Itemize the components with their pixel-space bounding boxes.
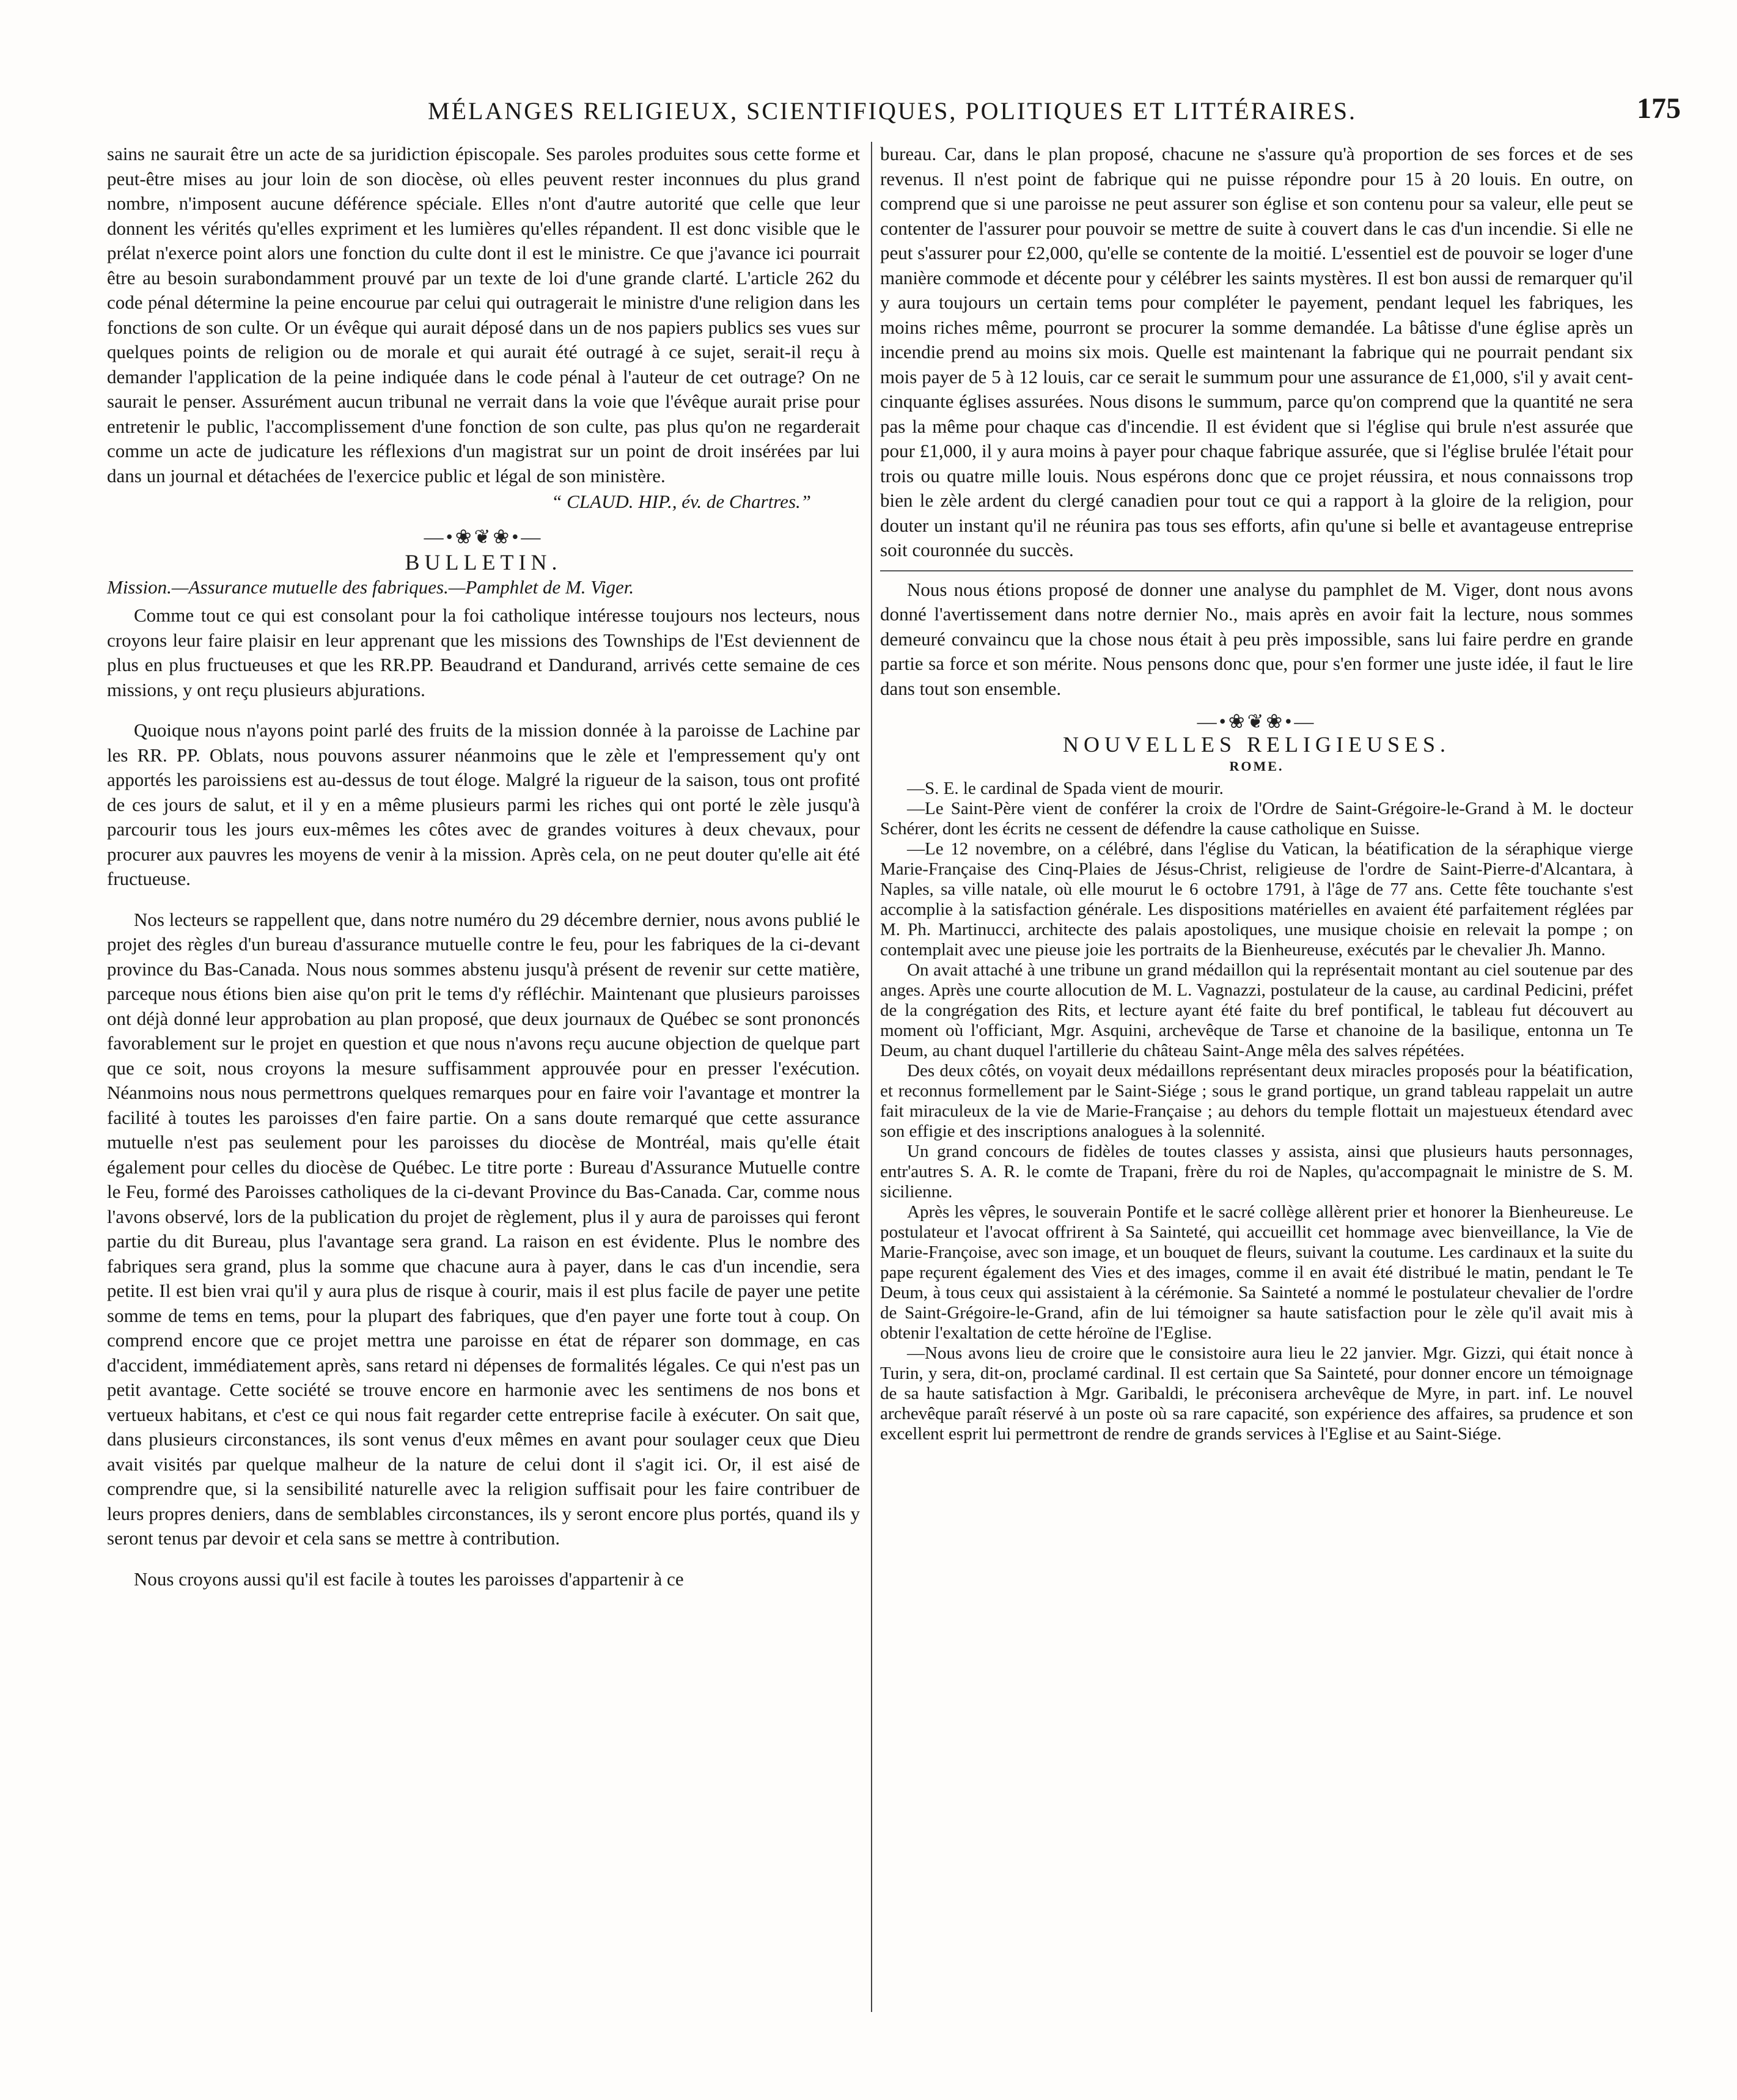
news-list [880,779,1633,1444]
news-item: Des deux côtés, on voyait deux médaillons représentant deux miracles proposés pour la béatification, et reconnus formellement par le Saint-Siége ; sous le grand portique, un grand tableau rappelait un autre fait miraculeux de la vie de Marie-Française ; au dehors du temple flottait un majestueux étendard avec son effigie et des inscriptions analogues à la solennité. [880,1060,1633,1141]
paragraph: Quoique nous n'ayons point parlé des fruits de la mission donnée à la paroisse de Lachine par les RR. PP. Oblats, nous pouvons assurer néanmoins que le zèle et l'empressement qu'y ont apportés les paroissiens est au-dessus de tout éloge. Malgré la rigueur de la saison, tous ont profité de ces jours de salut, et il y en a même plusieurs parmi les riches qui ont porté le zèle jusqu'à parcourir tous les jours eux-mêmes les côtes avec de grandes voitures à deux chevaux, pour procurer aux pauvres les moyens de venir à la mission. Après cela, on ne peut douter qu'elle ait été fructueuse. [107,719,860,889]
section-title: BULLETIN. [405,550,562,575]
ornament-divider: —•❀❦❀•— [424,525,543,548]
page-header [104,92,1681,134]
paragraph: Nous croyons aussi qu'il est facile à toutes les paroisses d'appartenir à ce [134,1568,684,1590]
section-subtitle: Mission.—Assurance mutuelle des fabriques.—Pamphlet de M. Viger. [107,576,634,598]
news-item: Un grand concours de fidèles de toutes classes y assista, ainsi que plusieurs hauts personnages, entr'autres S. A. R. le comte de Trapani, frère du roi de Naples, qu'accompagnait le ministre de S. M. sicilienne. [880,1141,1633,1202]
section-title: NOUVELLES RELIGIEUSES. [1063,732,1450,757]
paragraph: Comme tout ce qui est consolant pour la foi catholique intéresse toujours nos lecteurs, nous croyons leur faire plaisir en leur apprenant que les missions des Townships de l'Est deviennent de plus en plus fructueuses et que les RR.PP. Beaudrand et Dandurand, arrivés cette semaine de ces missions, y ont reçu plusieurs abjurations. [107,604,860,700]
paragraph: sains ne saurait être un acte de sa juridiction épiscopale. Ses paroles produites sous cette forme et peut-être mises au jour loin de son diocèse, où elles peuvent rester inconnues du plus grand nombre, n'imposent aucune déférence spéciale. Elles n'ont d'autre autorité que celle que leur donnent les vérités qu'elles expriment et les lumières qu'elles répandent. Il est donc visible que le prélat n'exerce point alors une fonction du culte dont il est le ministre. Ce que j'avance ici pourrait être au besoin surabondamment prouvé par un texte de loi d'une grande clarté. L'article 262 du code pénal détermine la peine encourue par celui qui outragerait le ministre d'une religion dans les fonctions de son culte. Or un évêque qui aurait déposé dans un de nos papiers publics ses vues sur quelques points de religion ou de morale et qui aurait été outragé à ce sujet, serait-il reçu à demander l'application de la peine indiquée dans le code pénal à l'auteur de cet outrage? On ne saurait le penser. Assurément aucun tribunal ne verrait dans la voie que l'évêque aurait prise pour entretenir le public, l'accomplissement d'une fonction de son culte, pas plus qu'on ne regarderait comme un acte de judicature les réflexions d'un magistrat sur un point de droit insérées par lui dans un journal et détachées de l'exercice public et légal de son ministère. [107,143,860,486]
ornament-divider: —•❀❦❀•— [1197,710,1317,732]
section-subtitle: ROME. [1229,758,1284,774]
rule [880,570,1633,571]
news-item: —Nous avons lieu de croire que le consistoire aura lieu le 22 janvier. Mgr. Gizzi, qui était nonce à Turin, y sera, dit-on, proclamé cardinal. Il est certain que Sa Sainteté, pour donner encore un témoignage de sa haute satisfaction à Mgr. Garibaldi, le préconisera archevêque de Myre, in part. inf. Le nouvel archevêque paraît réservé à un poste où sa rare capacité, son expérience des affaires, sa prudence et son excellent esprit lui permettront de rendre de grands services à l'Eglise et au Saint-Siége. [880,1343,1633,1444]
news-item: On avait attaché à une tribune un grand médaillon qui la représentait montant au ciel soutenue par des anges. Après une courte allocution de M. L. Vagnazzi, postulateur de la cause, au cardinal Pedicini, préfet de la congrégation des Rits, et lecture ayant été faite du bref pontifical, le tableau fut découvert au moment où l'officiant, Mgr. Asquini, archevêque de Tarse et chanoine de la basilique, entonna un Te Deum, au chant duquel l'artillerie du château Saint-Ange mêla des salves répétées. [880,960,1633,1060]
paragraph: Nous nous étions proposé de donner une analyse du pamphlet de M. Viger, dont nous avons donné l'avertissement dans notre dernier No., mais après en avoir fait la lecture, nous sommes demeuré convaincu que la chose nous était à peu près impossible, sans lui faire perdre en grande partie sa force et son mérite. Nous pensons donc que, pour s'en former une juste idée, il faut le lire dans tout son ensemble. [880,578,1633,699]
news-item: —S. E. le cardinal de Spada vient de mourir. [907,778,1224,798]
paragraph: bureau. Car, dans le plan proposé, chacune ne s'assure qu'à proportion de ses forces et de ses revenus. Il n'est point de fabrique qui ne puisse répondre pour 15 à 20 louis. En outre, on comprend que si une paroisse ne peut assurer son église et son contenu pour sa valeur, elle peut se contenter de l'assurer pour pouvoir se mettre de suite à couvert dans le cas d'un incendie. Si elle ne peut s'assurer pour £2,000, qu'elle se contente de la moitié. L'essentiel est de pouvoir se loger d'une manière commode et décente pour y célébrer les saints mystères. Il est bon aussi de remarquer qu'il y aura toujours un certain tems pour compléter le payement, pendant lequel les fabriques, les moins riches même, pourront se procurer la somme demandée. La bâtisse d'une église après un incendie prend au moins six mois. Quelle est maintenant la fabrique qui ne pourrait pendant six mois payer de 5 à 12 louis, car ce serait le summum pour une assurance de £1,000, s'il y avait cent-cinquante églises assurées. Nous disons le summum, parce qu'on comprend que la quantité ne sera pas la même pour chaque cas d'incendie. Il est évident que si l'église qui brule n'est assurée que pour £1,000, il y aura moins à payer pour chaque fabrique assurée, que si l'église brulée l'était pour trois ou quatre mille louis. Nous espérons donc que ce projet réussira, et nous connaissons trop bien le zèle ardent du clergé canadien pour tout ce qui a rapport à la gloire de la religion, pour douter un instant qu'il ne réunira pas tous ses efforts, afin qu'une si belle et avantageuse entreprise soit couronnée du succès. [880,143,1633,560]
signature: “ CLAUD. HIP., év. de Chartres.” [551,491,811,512]
news-item: —Le Saint-Père vient de conférer la croix de l'Ordre de Saint-Grégoire-le-Grand à M. le docteur Schérer, dont les écrits ne cessent de défendre la cause catholique en Suisse. [880,798,1633,839]
page-number: 175 [1637,92,1681,125]
running-title: MÉLANGES RELIGIEUX, SCIENTIFIQUES, POLITIQUES ET LITTÉRAIRES. [428,97,1357,125]
news-item: —Le 12 novembre, on a célébré, dans l'église du Vatican, la béatification de la séraphique vierge Marie-Française des Cinq-Plaies de Jésus-Christ, religieuse de l'ordre de Saint-Pierre-d'Alcantara, à Naples, sa ville natale, où elle mourut le 6 octobre 1791, à l'âge de 77 ans. Cette fête touchante s'est accomplie à la satisfaction générale. Les dispositions matérielles en avaient été parfaitement réglées par M. Ph. Martinucci, architecte des palais apostoliques, une musique choisie en relevait la pompe ; on contemplait avec une pieuse joie les portraits de la Bienheureuse, exécutés par le chevalier Jh. Manno. [880,839,1633,960]
right-column [880,142,1633,1444]
paragraph: Nos lecteurs se rappellent que, dans notre numéro du 29 décembre dernier, nous avons publié le projet des règles d'un bureau d'assurance mutuelle contre le feu, pour les fabriques de la ci-devant province du Bas-Canada. Nous nous sommes abstenu jusqu'à présent de revenir sur cette matière, parceque nous étions bien aise qu'on prit le tems d'y réfléchir. Maintenant que plusieurs paroisses ont déjà donné leur approbation au plan proposé, que deux journaux de Québec se sont prononcés favorablement sur le projet en question et que nous n'avons reçu aucune objection de quelque part que ce soit, nous croyons la mesure suffisamment approuvée pour en presser l'exécution. Néanmoins nous nous permettrons quelques remarques pour en faire voir l'avantage et montrer la facilité à toutes les paroisses d'en faire partie. On a sans doute remarqué que cette assurance mutuelle n'est pas seulement pour les paroisses du diocèse de Montréal, mais qu'elle était également pour celles du diocèse de Québec. Le titre porte : Bureau d'Assurance Mutuelle contre le Feu, formé des Paroisses catholiques de la ci-devant Province du Bas-Canada. Car, comme nous l'avons observé, lors de la publication du projet de règlement, plus il y aura de paroisses qui feront partie du dit Bureau, plus l'avantage sera grand. La raison en est évidente. Plus le nombre des fabriques sera grand, plus la somme que chacune aura à payer, dans le cas d'un incendie, sera petite. Il est bien vrai qu'il y aura plus de risque à courir, mais il est plus facile de payer une petite somme de tems en tems, pour la plupart des fabriques, que d'en payer une forte tout à coup. On comprend encore que ce projet mettra une paroisse en état de réparer son dommage, en cas d'accident, immédiatement après, sans retard ni dépenses de formalités légales. Ce qui n'est pas un petit avantage. Cette société se trouve encore en harmonie avec les sentimens de nos bons et vertueux habitans, et c'est ce qui nous fait regarder cette entreprise facile à exécuter. On sait que, dans plusieurs circonstances, ils sont venus d'eux mêmes en avant pour soulager ceux que Dieu avait visités par quelque malheur de la nature de celui dont il s'agit ici. Or, il est aisé de comprendre que, si la sensibilité naturelle avec la religion suffisait pour les faire contribuer de leurs propres deniers, dans de semblables circonstances, ils y seront encore plus portés, quand ils y seront tenus par devoir et cela sans se mettre à contribution. [107,908,860,1549]
news-item: Après les vêpres, le souverain Pontife et le sacré collège allèrent prier et honorer la Bienheureuse. Le postulateur et l'avocat offrirent à Sa Sainteté, qui accueillit cet hommage avec bienveillance, la Vie de Marie-Françoise, avec son image, et un bouquet de fleurs, suivant la coutume. Les cardinaux et la suite du pape reçurent également des Vies et des images, comme il en avait été distribué le matin, pendant le Te Deum, à tous ceux qui assistaient à la cérémonie. Sa Sainteté a nommé le postulateur chevalier de l'ordre de Saint-Grégoire-le-Grand, afin de lui témoigner sa haute satisfaction pour le zèle qu'il avait mis à obtenir l'exaltation de cette héroïne de l'Eglise. [880,1202,1633,1343]
column-divider [871,142,872,2012]
left-column [107,142,860,1592]
